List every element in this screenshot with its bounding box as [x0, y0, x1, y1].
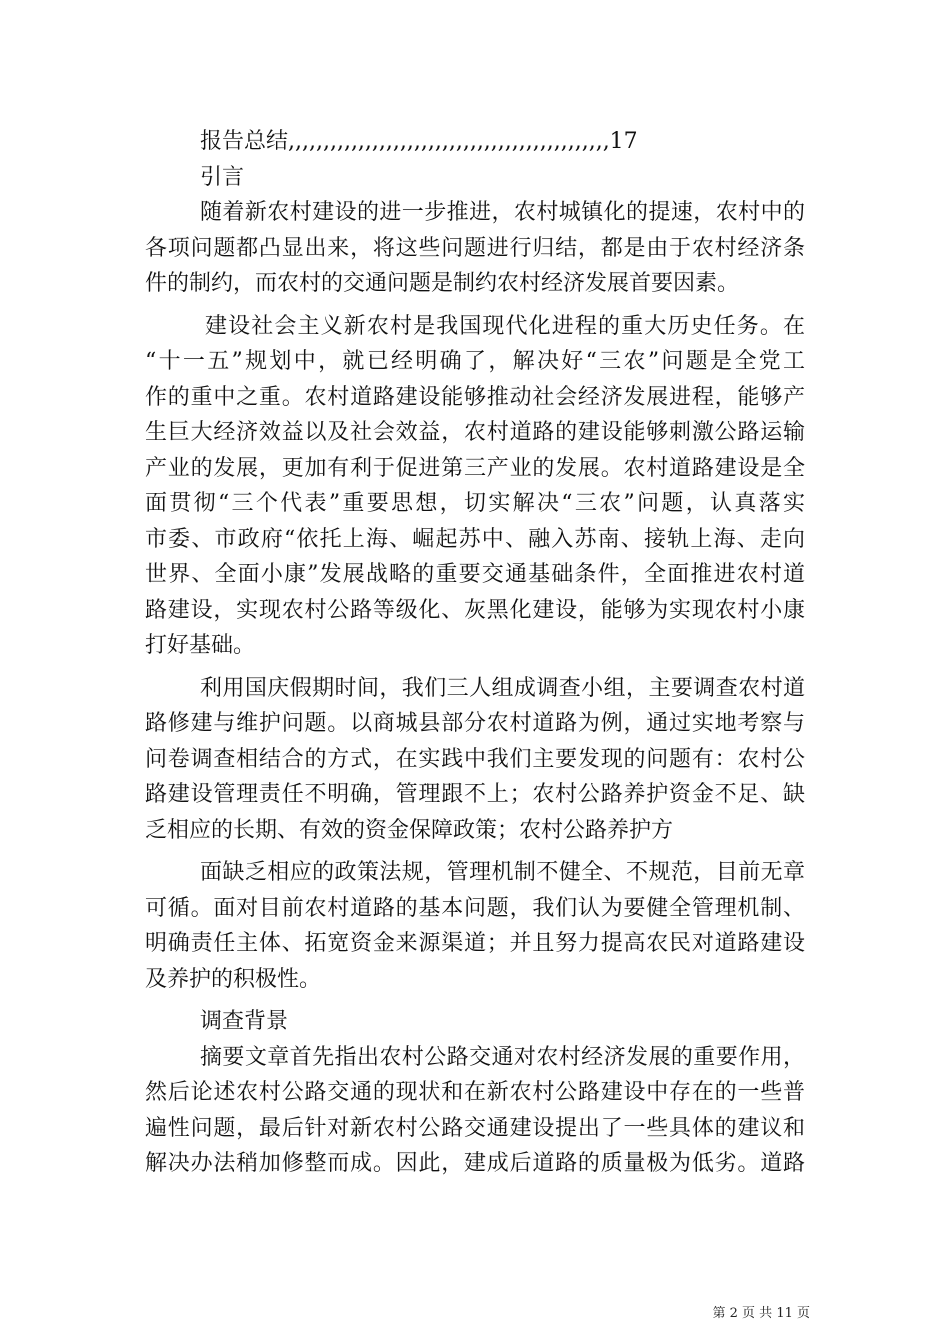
paragraph-line: “十一五”规划中，就已经明确了，解决好“三农”问题是全党工	[145, 349, 805, 374]
paragraph-line: 遍性问题，最后针对新农村公路交通建设提出了一些具体的建议和	[145, 1115, 805, 1141]
paragraph-line: 随着新农村建设的进一步推进，农村城镇化的提速，农村中的	[200, 200, 805, 225]
background-heading: 调查背景	[200, 1009, 289, 1034]
paragraph-2	[145, 309, 805, 664]
paragraph-line: 件的制约，而农村的交通问题是制约农村经济发展首要因素。	[145, 271, 740, 296]
paragraph-line: 摘要文章首先指出农村公路交通对农村经济发展的重要作用，	[200, 1044, 805, 1070]
paragraph-line: 然后论述农村公路交通的现状和在新农村公路建设中存在的一些普	[145, 1080, 805, 1105]
paragraph-line: 路修建与维护问题。以商城县部分农村道路为例，通过实地考察与	[145, 711, 805, 736]
paragraph-line: 建设社会主义新农村是我国现代化进程的重大历史任务。在	[205, 313, 805, 339]
paragraph-line: 市委、市政府“依托上海、崛起苏中、融入苏南、接轨上海、走向	[145, 526, 805, 552]
background-paragraph	[145, 1040, 805, 1182]
paragraph-line: 明确责任主体、拓宽资金来源渠道；并且努力提高农民对道路建设	[145, 931, 805, 956]
paragraph-line: 面缺乏相应的政策法规，管理机制不健全、不规范，目前无章	[200, 860, 805, 885]
paragraph-line: 生巨大经济效益以及社会效益，农村道路的建设能够刺激公路运输	[145, 420, 805, 445]
paragraph-line: 利用国庆假期时间，我们三人组成调查小组，主要调查农村道	[200, 675, 805, 701]
paragraph-line: 产业的发展，更加有利于促进第三产业的发展。农村道路建设是全	[145, 455, 805, 481]
paragraph-line: 解决办法稍加修整而成。因此，建成后道路的质量极为低劣。道路	[145, 1151, 805, 1176]
paragraph-line: 打好基础。	[145, 633, 256, 658]
document-body	[145, 124, 805, 1182]
paragraph-line: 面贯彻“三个代表”重要思想，切实解决“三农”问题，认真落实	[145, 491, 805, 516]
paragraph-line: 作的重中之重。农村道路建设能够推动社会经济发展进程，能够产	[145, 384, 805, 410]
toc-entry: 报告总结,,,,,,,,,,,,,,,,,,,,,,,,,,,,,,,,,,,,,,,,,,,,,,17	[200, 129, 638, 154]
paragraph-line: 及养护的积极性。	[145, 966, 322, 992]
paragraph-line: 路建设，实现农村公路等级化、灰黑化建设，能够为实现农村小康	[145, 597, 805, 623]
page-number-footer: 第 2 页 共 11 页	[712, 1306, 810, 1321]
paragraph-line: 可循。面对目前农村道路的基本问题，我们认为要健全管理机制、	[145, 895, 805, 921]
paragraph-line: 乏相应的长期、有效的资金保障政策；农村公路养护方	[145, 817, 674, 843]
paragraph-line: 问卷调查相结合的方式，在实践中我们主要发现的问题有：农村公	[145, 746, 805, 772]
paragraph-3	[145, 671, 805, 849]
paragraph-1	[145, 195, 805, 302]
intro-heading: 引言	[200, 164, 245, 190]
paragraph-line: 各项问题都凸显出来，将这些问题进行归结，都是由于农村经济条	[145, 235, 805, 261]
paragraph-line: 世界、全面小康”发展战略的重要交通基础条件，全面推进农村道	[145, 562, 805, 587]
paragraph-line: 路建设管理责任不明确，管理跟不上；农村公路养护资金不足、缺	[145, 782, 805, 807]
paragraph-4	[145, 855, 805, 997]
